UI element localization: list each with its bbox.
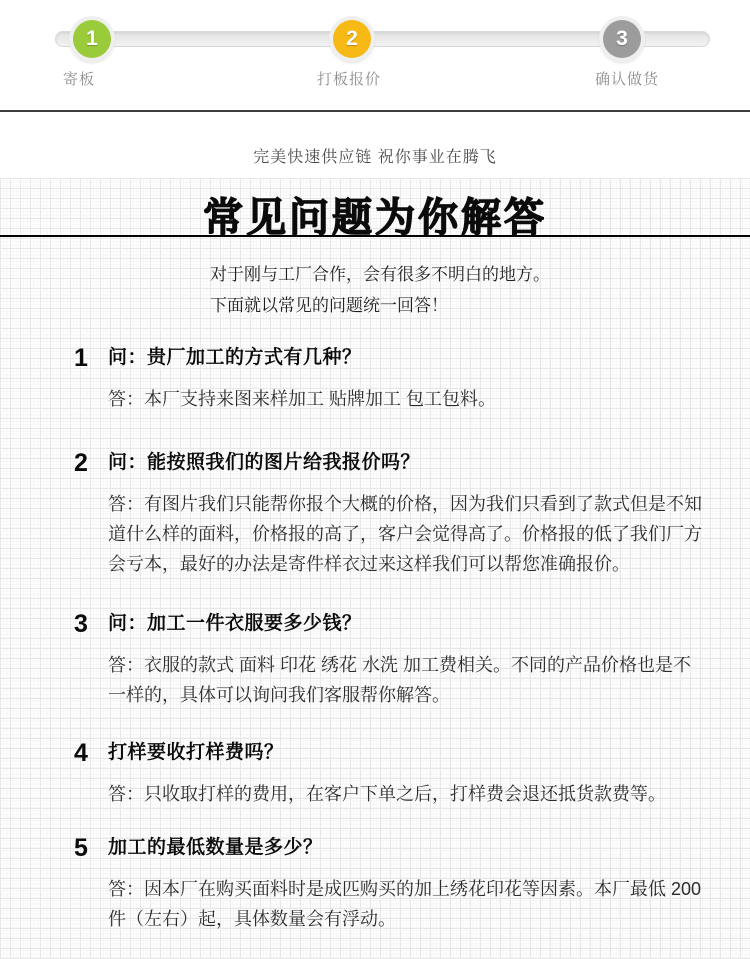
faq-item-4 [0, 740, 750, 809]
faq-item-number: 2 [74, 449, 88, 477]
faq-item-5 [0, 835, 750, 934]
step-3-label: 确认做货 [595, 71, 660, 88]
faq-answer: 答：因本厂在购买面料时是成匹购买的加上绣花印花等因素。本厂最低 200 件（左右）起，具体数量会有浮动。 [108, 879, 702, 929]
faq-item-number: 4 [74, 739, 88, 767]
faq-item-3 [0, 611, 750, 710]
faq-question: 问：加工一件衣服要多少钱？ [108, 613, 362, 634]
faq-question: 问：能按照我们的图片给我报价吗？ [108, 452, 421, 473]
process-tracker [0, 0, 750, 110]
step-2-label: 打板报价 [317, 71, 382, 88]
faq-item-number: 5 [74, 834, 88, 862]
tagline: 完美快速供应链 祝你事业在腾飞 [253, 149, 497, 166]
faq-section [0, 178, 750, 959]
faq-question: 加工的最低数量是多少？ [108, 837, 323, 858]
faq-item-number: 3 [74, 610, 88, 638]
faq-item-2 [0, 450, 750, 579]
faq-answer: 答：只收取打样的费用，在客户下单之后，打样费会退还抵货款费等。 [108, 784, 666, 804]
faq-item-1 [0, 345, 750, 414]
faq-intro [0, 237, 750, 321]
faq-answer: 答：有图片我们只能帮你报个大概的价格，因为我们只看到了款式但是不知道什么样的面料，价格报的高了，客户会觉得高了。价格报的低了我们厂方会亏本，最好的办法是寄件样衣过来这样我们可以帮您准确报价。 [108, 494, 702, 574]
faq-item-number: 1 [74, 344, 88, 372]
faq-intro-line-2: 下面就以常见的问题统一回答！ [210, 296, 448, 315]
faq-question: 问：贵厂加工的方式有几种？ [108, 347, 362, 368]
step-2-circle: 2 [333, 20, 371, 58]
faq-answer: 答：本厂支持来图来样加工 贴牌加工 包工包料。 [108, 389, 496, 409]
step-1-circle: 1 [73, 20, 111, 58]
faq-question: 打样要收打样费吗？ [108, 742, 284, 763]
faq-list [0, 321, 750, 934]
faq-intro-line-1: 对于刚与工厂合作，会有很多不明白的地方。 [210, 265, 550, 284]
faq-answer: 答：衣服的款式 面料 印花 绣花 水洗 加工费相关。不同的产品价格也是不一样的，具体可以询问我们客服帮你解答。 [108, 655, 692, 705]
faq-title: 常见问题为你解答 [0, 178, 750, 237]
step-3-circle: 3 [603, 20, 641, 58]
step-1-label: 寄板 [63, 71, 96, 88]
